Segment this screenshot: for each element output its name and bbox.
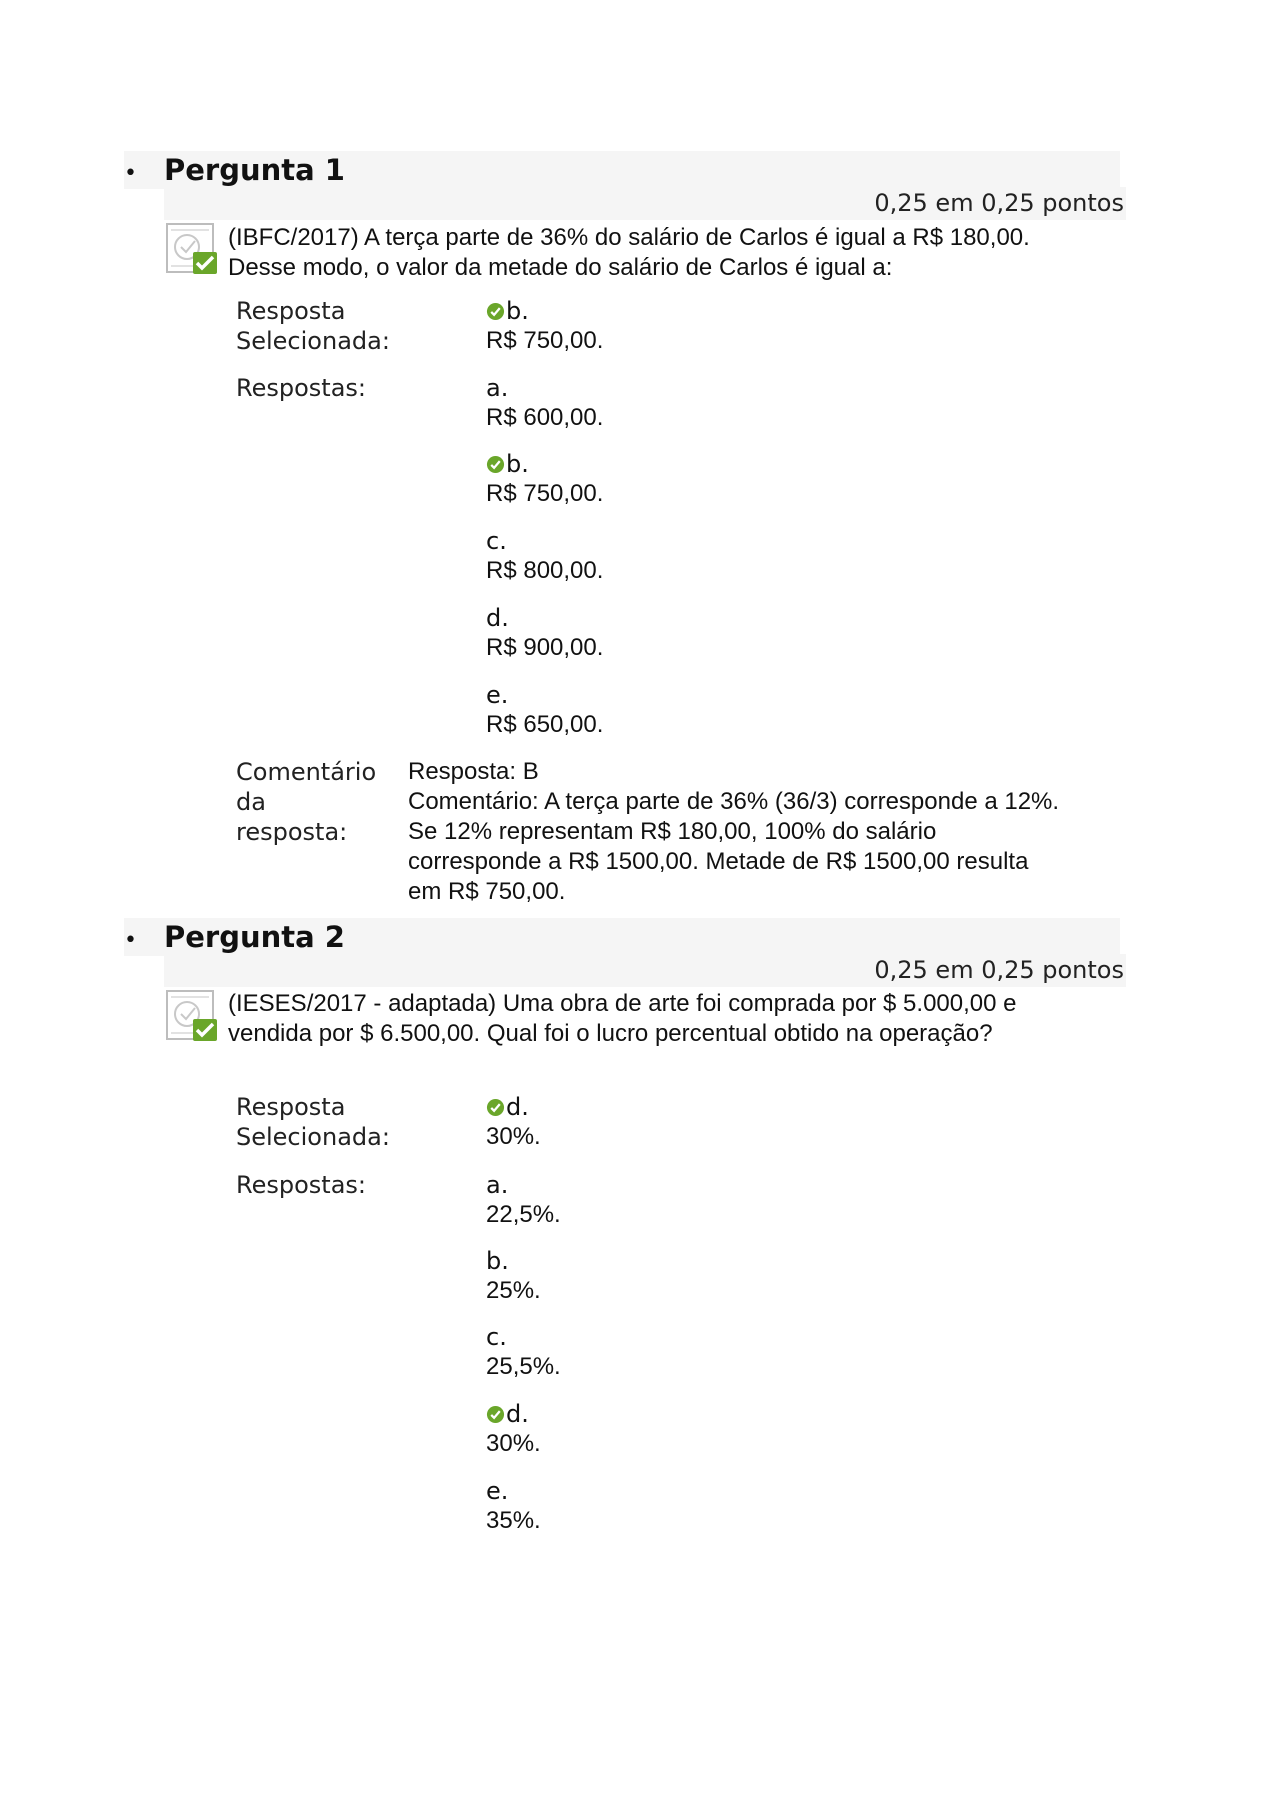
selected-answer-label	[236, 1092, 390, 1152]
question-2-title: Pergunta 2	[164, 920, 345, 954]
check-circle-icon	[486, 1405, 505, 1424]
answer-letter: a.	[486, 374, 509, 402]
answer-comment	[408, 757, 1068, 907]
check-circle-icon	[486, 455, 505, 474]
selected-answer-label-line2: Selecionada:	[236, 327, 390, 355]
question-1-text: (IBFC/2017) A terça parte de 36% do salário de Carlos é igual a R$ 180,00. Desse modo, o valor da metade do salário de Carlos é igual a:	[228, 224, 1030, 281]
answer-value: 22,5%.	[486, 1201, 561, 1228]
selected-answer-label-line2: Selecionada:	[236, 1123, 390, 1151]
answer-option	[486, 680, 603, 740]
comment-answer-line: Resposta: B	[408, 758, 539, 785]
selected-answer-label	[236, 296, 390, 356]
answer-letter: d.	[506, 1093, 529, 1121]
answer-value: 30%.	[486, 1123, 541, 1150]
answer-value: R$ 650,00.	[486, 711, 604, 738]
answer-letter: b.	[506, 297, 529, 325]
answers-label: Respostas:	[236, 374, 366, 402]
answers-label: Respostas:	[236, 1171, 366, 1199]
answer-letter: b.	[486, 1247, 509, 1275]
comment-label-line2: da	[236, 788, 266, 816]
correct-question-icon	[164, 222, 220, 278]
question-1-title: Pergunta 1	[164, 153, 345, 187]
check-circle-icon	[486, 302, 505, 321]
answer-letter: e.	[486, 681, 509, 709]
selected-answer	[486, 296, 603, 356]
bullet: •	[124, 928, 137, 953]
answer-option-correct	[486, 1399, 541, 1459]
comment-label-line1: Comentário	[236, 758, 377, 786]
answer-option	[486, 603, 603, 663]
selected-answer	[486, 1092, 541, 1152]
selected-answer-label-line1: Resposta	[236, 297, 346, 325]
answer-option	[486, 1246, 541, 1306]
comment-label-line3: resposta:	[236, 818, 348, 846]
answer-letter: c.	[486, 1323, 507, 1351]
question-2-score: 0,25 em 0,25 pontos	[874, 956, 1124, 984]
answer-letter: c.	[486, 527, 507, 555]
answer-letter: d.	[506, 1400, 529, 1428]
check-circle-icon	[486, 1098, 505, 1117]
answer-option-correct	[486, 449, 603, 509]
answer-value: 30%.	[486, 1430, 541, 1457]
answer-value: R$ 750,00.	[486, 480, 604, 507]
answer-value: R$ 750,00.	[486, 327, 604, 354]
answer-value: 25%.	[486, 1277, 541, 1304]
correct-question-icon	[164, 989, 220, 1045]
answer-value: 25,5%.	[486, 1353, 561, 1380]
answer-letter: d.	[486, 604, 509, 632]
answer-option	[486, 1476, 541, 1536]
selected-answer-label-line1: Resposta	[236, 1093, 346, 1121]
comment-explanation: Comentário: A terça parte de 36% (36/3) corresponde a 12%. Se 12% representam R$ 180,00, 100% do salário corresponde a R$ 1500,00. Metade de R$ 1500,00 resulta em R$ 750,00.	[408, 788, 1060, 905]
answer-option	[486, 373, 603, 433]
bullet: •	[124, 161, 137, 186]
comment-label	[236, 757, 376, 847]
answer-value: 35%.	[486, 1507, 541, 1534]
answer-option	[486, 1170, 561, 1230]
question-2-text: (IESES/2017 - adaptada) Uma obra de arte foi comprada por $ 5.000,00 e vendida por $ 6.500,00. Qual foi o lucro percentual obtido na operação?	[228, 990, 1017, 1047]
answer-letter: a.	[486, 1171, 509, 1199]
answer-option	[486, 1322, 561, 1382]
answer-letter: e.	[486, 1477, 509, 1505]
question-1-score: 0,25 em 0,25 pontos	[874, 189, 1124, 217]
answer-option	[486, 526, 603, 586]
answer-letter: b.	[506, 450, 529, 478]
answer-value: R$ 800,00.	[486, 557, 604, 584]
answer-value: R$ 900,00.	[486, 634, 604, 661]
answer-value: R$ 600,00.	[486, 404, 604, 431]
